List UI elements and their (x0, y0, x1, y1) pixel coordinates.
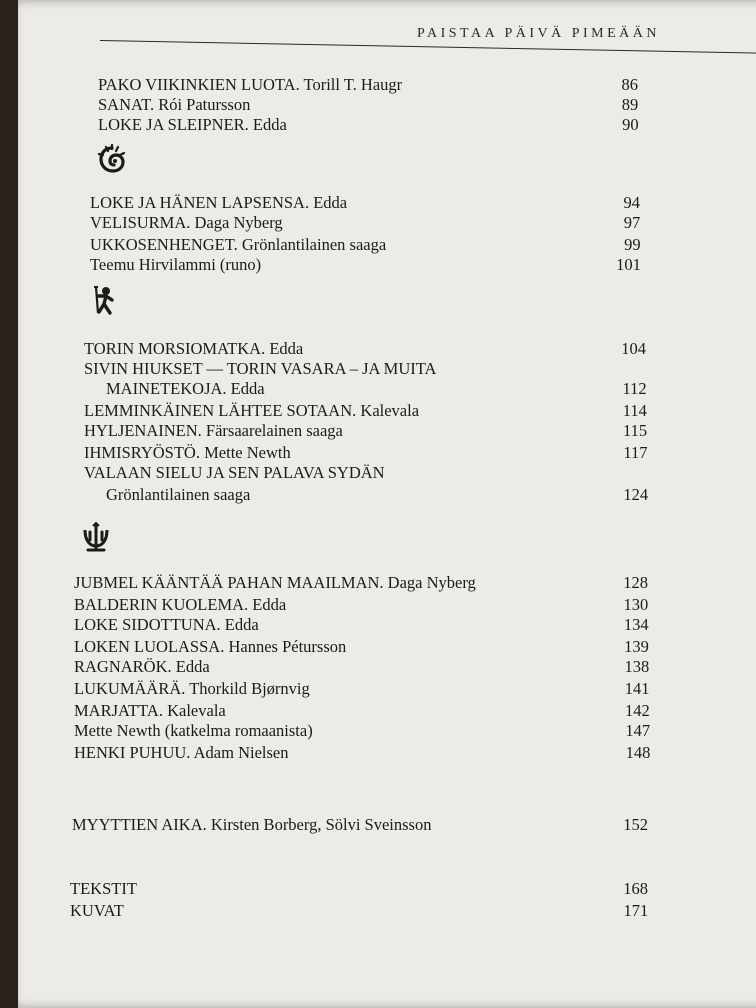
toc-entry-page-number: 168 (623, 879, 648, 898)
toc-entry-text (74, 572, 476, 594)
toc-entry-page-number: 152 (623, 815, 648, 834)
toc-entry-text (70, 878, 137, 900)
toc-entry-author: Daga Nyberg (387, 573, 476, 592)
toc-entry-title: JUBMEL KÄÄNTÄÄ PAHAN MAAILMAN. (74, 573, 384, 592)
toc-entry-page-number: 86 (621, 75, 638, 94)
toc-entry (18, 212, 756, 234)
dragon-emblem-icon (96, 144, 128, 176)
book-page (18, 0, 756, 1008)
toc-entry-page-number: 134 (623, 615, 649, 634)
toc-entry-title: RAGNARÖK. (74, 657, 172, 676)
toc-entry-title: LOKE JA SLEIPNER. (98, 115, 249, 134)
toc-entry-title: BALDERIN KUOLEMA. (74, 595, 249, 614)
toc-entry-author: Mette Newth (204, 443, 291, 462)
toc-entry-text (84, 442, 291, 464)
toc-entry-page-number: 117 (623, 443, 648, 462)
toc-entry-page-number: 139 (624, 637, 649, 656)
toc-entry (18, 400, 756, 422)
toc-entry (18, 234, 756, 256)
toc-entry-author: Thorkild Bjørnvig (189, 679, 310, 698)
toc-entry-title: TEKSTIT (70, 879, 137, 898)
toc-entry-author: Färsaarelainen saaga (205, 421, 343, 440)
toc-entry-author: Edda (252, 595, 287, 614)
toc-entry-page-number: 114 (622, 401, 647, 420)
toc-entry-title: MYYTTIEN AIKA. (72, 815, 207, 834)
toc-entry-title: VELISURMA. (90, 213, 191, 232)
toc-entry-title: SIVIN HIUKSET — TORIN VASARA – JA MUITA (84, 359, 437, 378)
toc-entry-text (98, 114, 287, 136)
toc-entry (18, 656, 756, 678)
toc-entry-text (74, 656, 210, 678)
toc-entry-page-number: 104 (621, 339, 646, 358)
toc-entry-text (72, 814, 431, 836)
toc-entry-title: KUVAT (70, 901, 124, 920)
toc-entry-author: Teemu Hirvilammi (runo) (90, 255, 262, 274)
toc-entry-text (84, 338, 303, 360)
toc-entry-title: SANAT. (98, 95, 155, 114)
toc-entry (18, 442, 756, 464)
toc-entry (18, 192, 756, 214)
toc-entry-author: Torill T. Haugr (303, 75, 403, 94)
running-title: PAISTAA PÄIVÄ PIMEÄÄN (417, 26, 660, 41)
toc-entry (18, 878, 756, 900)
toc-entry-author: Edda (252, 115, 287, 134)
toc-entry-page-number: 142 (625, 701, 650, 720)
toc-entry-author: Mette Newth (katkelma romaanista) (74, 721, 313, 740)
toc-entry-title: LOKE JA HÄNEN LAPSENSA. (90, 193, 310, 212)
toc-entry (18, 572, 756, 594)
toc-entry (18, 742, 756, 764)
toc-entry-text (84, 420, 343, 442)
toc-entry-title: LOKEN LUOLASSA. (74, 637, 225, 656)
toc-entry-page-number: 97 (623, 213, 641, 232)
toc-entry-text (70, 900, 124, 922)
toc-entry (18, 420, 756, 442)
toc-entry-text (98, 74, 402, 96)
toc-entry-author: Kirsten Borberg, Sölvi Sveinsson (210, 815, 432, 834)
toc-entry-page-number: 124 (623, 485, 649, 504)
toc-entry (18, 700, 756, 722)
trident-emblem-icon (80, 522, 112, 554)
warrior-emblem-icon (88, 284, 120, 316)
toc-entry-text (106, 484, 250, 506)
toc-entry-title: LUKUMÄÄRÄ. (74, 679, 186, 698)
toc-entry-text (98, 94, 250, 116)
toc-entry-text (84, 358, 436, 380)
toc-entry-title: LEMMINKÄINEN LÄHTEE SOTAAN. (84, 401, 357, 420)
toc-entry (18, 114, 756, 136)
toc-entry-author: Edda (175, 657, 210, 676)
toc-entry (18, 484, 756, 506)
toc-entry-text (106, 378, 265, 400)
toc-entry (18, 720, 756, 742)
toc-entry-page-number: 101 (616, 255, 641, 274)
toc-entry (18, 254, 756, 276)
toc-entry-author: Edda (224, 615, 259, 634)
toc-entry-page-number: 115 (623, 421, 648, 440)
toc-entry-author: Adam Nielsen (193, 743, 289, 762)
toc-entry-text (74, 636, 346, 658)
toc-entry-page-number: 171 (623, 901, 649, 920)
toc-entry-author: Kalevala (167, 701, 226, 720)
toc-entry-author: Daga Nyberg (194, 213, 283, 232)
toc-entry-text (90, 212, 283, 234)
toc-entry-text (90, 192, 347, 214)
toc-entry-title: HENKI PUHUU. (74, 743, 191, 762)
toc-entry (18, 378, 756, 400)
toc-entry-text (84, 462, 385, 484)
toc-entry-title: PAKO VIIKINKIEN LUOTA. (98, 75, 300, 94)
toc-entry-text (90, 234, 386, 256)
toc-entry-text (74, 700, 226, 722)
toc-entry-author: Grönlantilainen saaga (106, 485, 251, 504)
toc-entry-title: LOKE SIDOTTUNA. (74, 615, 221, 634)
toc-entry (18, 462, 756, 484)
toc-entry (18, 74, 756, 96)
toc-entry-text (74, 720, 313, 742)
toc-entry-page-number: 147 (625, 721, 651, 740)
toc-entry-page-number: 138 (624, 657, 650, 676)
toc-entry-text (74, 594, 286, 616)
toc-entry-title: VALAAN SIELU JA SEN PALAVA SYDÄN (84, 463, 385, 482)
toc-entry-text (84, 400, 419, 422)
toc-entry-page-number: 112 (622, 379, 647, 398)
toc-entry-page-number: 94 (623, 193, 640, 212)
toc-entry-author: Hannes Pétursson (228, 637, 347, 656)
toc-entry-text (74, 614, 259, 636)
toc-entry (18, 358, 756, 380)
toc-entry (18, 636, 756, 658)
toc-entry-page-number: 89 (621, 95, 639, 114)
toc-entry-title: MAINETEKOJA. (106, 379, 227, 398)
toc-entry-page-number: 99 (624, 235, 641, 254)
toc-entry-text (90, 254, 261, 276)
toc-entry-author: Edda (269, 339, 304, 358)
toc-entry-text (74, 742, 289, 764)
toc-entry-title: HYLJENAINEN. (84, 421, 202, 440)
toc-entry-author: Edda (313, 193, 348, 212)
toc-entry (18, 614, 756, 636)
toc-entry (18, 338, 756, 360)
toc-entry-text (74, 678, 310, 700)
toc-entry-author: Rói Patursson (158, 95, 251, 114)
toc-entry-page-number: 148 (625, 743, 651, 762)
toc-entry-author: Edda (230, 379, 265, 398)
toc-entry-page-number: 141 (624, 679, 650, 698)
toc-entry (18, 678, 756, 700)
toc-entry-page-number: 130 (623, 595, 649, 614)
toc-entry (18, 594, 756, 616)
toc-entry-author: Grönlantilainen saaga (241, 235, 387, 254)
toc-entry-title: IHMISRYÖSTÖ. (84, 443, 200, 462)
header-rule (100, 40, 756, 54)
toc-entry-page-number: 90 (622, 115, 639, 134)
toc-entry-title: UKKOSENHENGET. (90, 235, 238, 254)
toc-entry-title: TORIN MORSIOMATKA. (84, 339, 266, 358)
toc-entry (18, 94, 756, 116)
toc-entry-title: MARJATTA. (74, 701, 163, 720)
toc-entry-page-number: 128 (623, 573, 648, 592)
toc-entry (18, 900, 756, 922)
toc-entry (18, 814, 756, 836)
toc-entry-author: Kalevala (360, 401, 420, 420)
